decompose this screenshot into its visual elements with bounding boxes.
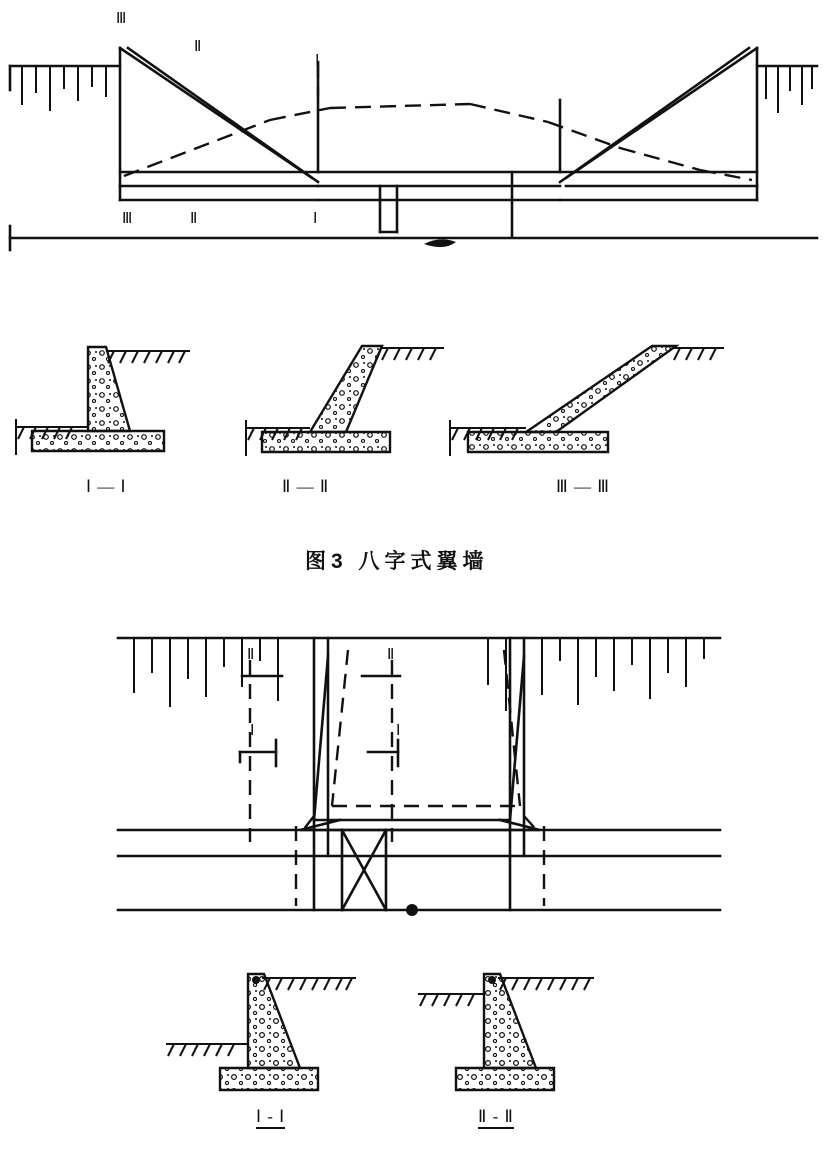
label-bottom-II-right: Ⅱ [387,647,395,663]
bottom-section-label-I-I: Ⅰ - Ⅰ [256,1108,285,1129]
bottom-plan-figure [100,620,740,930]
section-II-II-figure [240,332,450,477]
label-top-I-upper: Ⅰ [315,53,320,69]
section-label-III-III: Ⅲ — Ⅲ [556,477,610,496]
bed-marker [424,239,456,247]
section-label-II-II: Ⅱ — Ⅱ [282,477,330,496]
label-top-II-lower: Ⅱ [190,211,198,227]
label-bottom-II-left: Ⅱ [247,647,255,663]
section-label-I-I: Ⅰ — Ⅰ [86,477,127,496]
label-top-II-upper: Ⅱ [194,39,202,55]
section-III-III-figure [440,330,730,480]
bottom-section-II-II-figure [400,960,630,1110]
label-bottom-I-left: Ⅰ [250,723,255,739]
figure-caption: 图3 八字式翼墙 [305,550,489,573]
label-top-III-upper: Ⅲ [116,11,127,27]
bottom-section-I-I-figure [160,960,390,1110]
label-top-I-lower: Ⅰ [313,211,318,227]
label-top-III-lower: Ⅲ [122,211,133,227]
bottom-section-label-II-II: Ⅱ - Ⅱ [478,1108,514,1129]
label-bottom-I-right: Ⅰ [396,723,401,739]
top-plan-figure [0,0,827,290]
bed-dot-marker [406,904,418,916]
section-I-I-figure [14,335,214,475]
